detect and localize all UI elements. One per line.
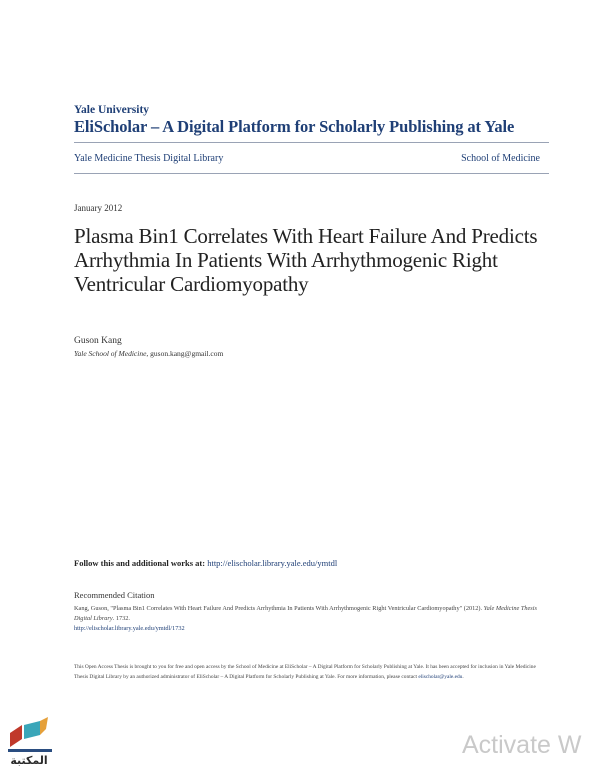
platform-name[interactable]: EliScholar – A Digital Platform for Scholarly Publishing at Yale [74, 117, 515, 136]
open-access-end: . [462, 674, 464, 680]
citation-text [74, 604, 544, 634]
author-name: Guson Kang [74, 336, 122, 346]
follow-link[interactable]: http://elischolar.library.yale.edu/ymtdl [207, 558, 338, 568]
open-access-statement [74, 662, 544, 682]
author-email[interactable]: , guson.kang@gmail.com [146, 349, 224, 358]
collection-link[interactable]: Yale Medicine Thesis Digital Library [74, 153, 224, 164]
citation-heading: Recommended Citation [74, 590, 155, 600]
library-logo-icon [0, 711, 58, 769]
institution-name: Yale University [74, 104, 150, 116]
affiliation-school: Yale School of Medicine [74, 349, 147, 358]
citation-link[interactable]: http://elischolar.library.yale.edu/ymtdl/1732 [74, 625, 185, 632]
school-link[interactable]: School of Medicine [461, 153, 540, 164]
follow-label: Follow this and additional works at: [74, 558, 206, 568]
activate-windows-watermark: Activate W [462, 731, 582, 759]
logo-text: المكتبة [10, 754, 48, 767]
contact-email-link[interactable]: elischolar@yale.edu [418, 674, 463, 680]
publication-date: January 2012 [74, 203, 123, 213]
open-access-text: This Open Access Thesis is brought to you for free and open access by the School of Medicine at EliScholar – A Digital Platform for Scholarly Publishing at Yale. It has been accepted for inclusion in Yale Medicine Thesis Digital Library by an authorized administrator of EliScholar – A Digital Platform for Scholarly Publishing at Yale. For more information, please contact [74, 664, 536, 680]
paper-title: Plasma Bin1 Correlates With Heart Failure And Predicts Arrhythmia In Patients With Arrhythmogenic Right Ventricular Cardiomyopathy [74, 224, 538, 296]
library-logo [0, 711, 58, 769]
subheader-divider [74, 173, 549, 174]
citation-part-1: Kang, Guson, "Plasma Bin1 Correlates With Heart Failure And Predicts Arrhythmia In Patients With Arrhythmogenic Right Ventricular Cardiomyopathy" (2012). [74, 605, 484, 612]
citation-part-2: . 1732. [112, 615, 130, 622]
follow-line [74, 558, 337, 568]
header-divider [74, 142, 549, 143]
author-affiliation [74, 349, 223, 358]
citation-journal: Yale Medicine Thesis Digital Library [74, 605, 537, 622]
